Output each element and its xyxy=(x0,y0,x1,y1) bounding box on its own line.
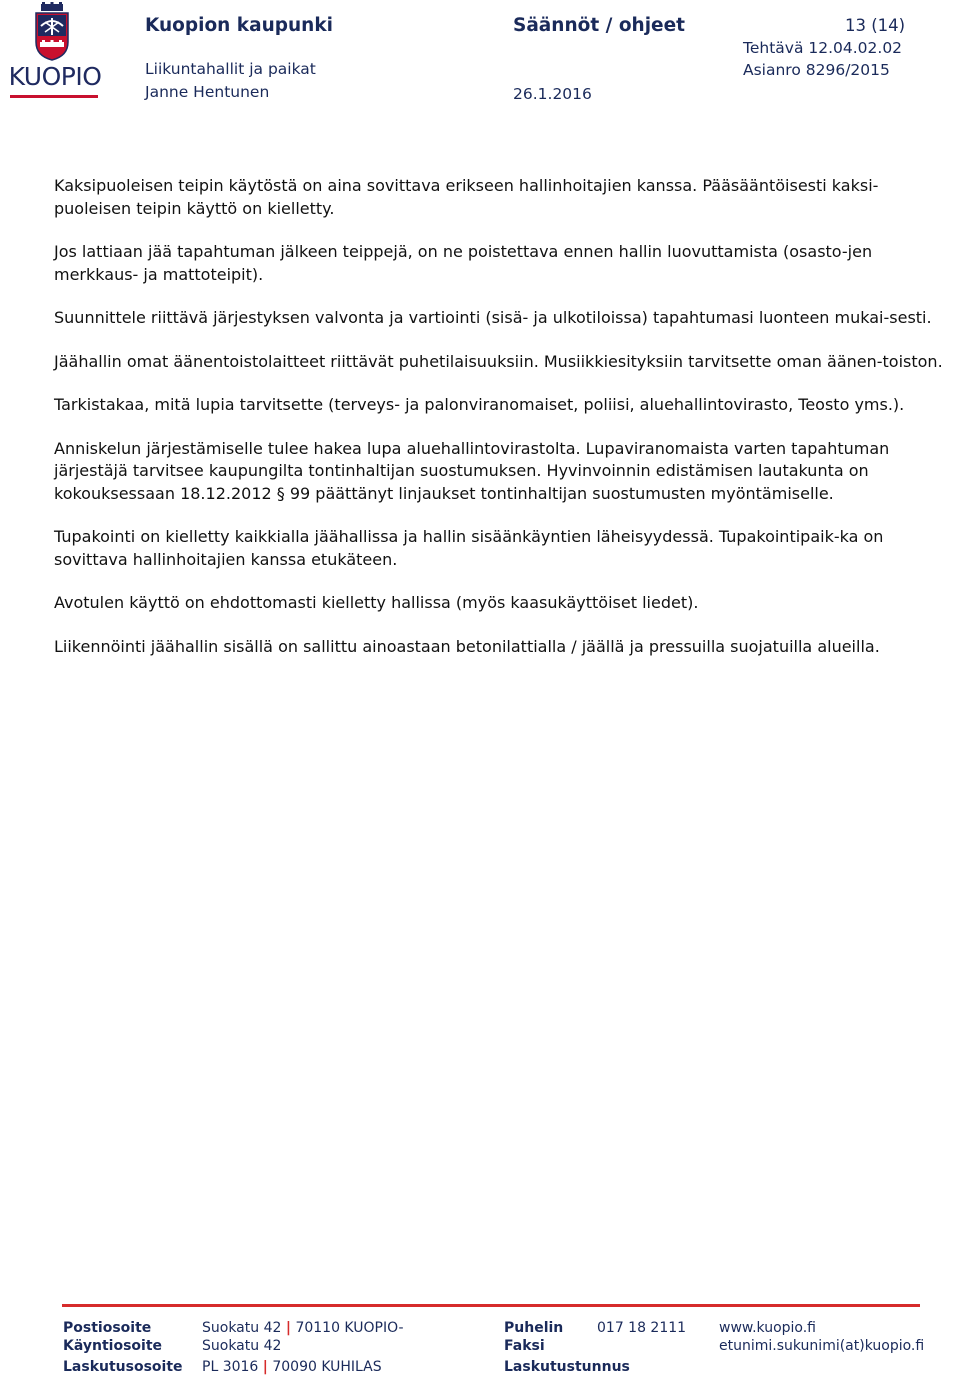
doc-type: Säännöt / ohjeet xyxy=(513,15,685,36)
department: Liikuntahallit ja paikat xyxy=(145,60,316,78)
footer-postal-label: Postiosoite xyxy=(63,1320,152,1336)
footer-billing-address xyxy=(202,1359,382,1375)
kuopio-logo xyxy=(4,2,100,98)
org-name: Kuopion kaupunki xyxy=(145,15,333,36)
footer-phone-value: 017 18 2111 xyxy=(597,1320,687,1336)
footer-visit-value: Suokatu 42 xyxy=(202,1338,282,1354)
paragraph: Liikennöinti jäähallin sisällä on sallittu ainoastaan betonilattialla / jäällä ja pressuilla suojatuilla alueilla. xyxy=(54,636,880,656)
paragraph: Tarkistakaa, mitä lupia tarvitsette (terveys- ja palonviranomaiset, poliisi, aluehallintovirasto, Teosto yms.). xyxy=(54,395,905,414)
footer-website[interactable]: www.kuopio.fi xyxy=(719,1320,816,1336)
paragraph: Anniskelun järjestämiselle tulee hakea lupa aluehallintovirastolta. Lupaviranomaista varten tapahtuman järjestäjä tarvitsee kaupungilta tontinhaltijan suostumuksen. Hyvinvoinnin edistämisen lautakunta on kokouksessaan 18.12.2012 § 99 päättänyt linjaukset tontinhaltijan suostumusten myöntämiselle. xyxy=(54,438,890,503)
footer-billing-label: Laskutusosoite xyxy=(63,1359,183,1375)
paragraph: Avotulen käyttö on ehdottomasti kielletty hallissa (myös kaasukäyttöiset liedet). xyxy=(54,593,699,612)
footer-divider xyxy=(62,1304,920,1307)
coat-of-arms-icon xyxy=(4,2,100,62)
page-number: 13 (14) xyxy=(845,16,906,35)
footer-email[interactable]: etunimi.sukunimi(at)kuopio.fi xyxy=(719,1338,925,1354)
footer-postal-address xyxy=(202,1320,404,1336)
footer-visit-label: Käyntiosoite xyxy=(63,1338,163,1354)
footer-separator: | xyxy=(262,1359,268,1375)
footer-fax-label: Faksi xyxy=(504,1338,545,1354)
footer-separator: | xyxy=(285,1320,291,1336)
paragraph: Kaksipuoleisen teipin käytöstä on aina sovittava erikseen hallinhoitajien kanssa. Pääsääntöisesti kaksi-puoleisen teipin käyttö on kielletty. xyxy=(54,176,879,218)
logo-underline xyxy=(10,95,98,98)
paragraph: Tupakointi on kielletty kaikkialla jäähallissa ja hallin sisäänkäyntien läheisyydessä. Tupakointipaik-ka on sovittava hallinhoitajien kanssa etukäteen. xyxy=(54,527,884,569)
footer-postal-city: 70110 KUOPIO- xyxy=(295,1320,404,1336)
paragraph: Jos lattiaan jää tapahtuman jälkeen teippejä, on ne poistettava ennen hallin luovuttamista (osasto-jen merkkaus- ja mattoteipit). xyxy=(54,242,873,284)
document-date: 26.1.2016 xyxy=(513,85,592,103)
logo-wordmark: KUOPIO xyxy=(8,62,102,91)
paragraph: Jäähallin omat äänentoistolaitteet riittävät puhetilaisuuksiin. Musiikkiesityksiin tarvitsette oman äänen-toiston. xyxy=(54,351,943,371)
case-number: Asianro 8296/2015 xyxy=(743,61,890,79)
footer-phone-label: Puhelin xyxy=(504,1320,564,1336)
footer-billing-id-label: Laskutustunnus xyxy=(504,1359,630,1375)
document-body xyxy=(54,175,954,679)
footer-billing-street: PL 3016 xyxy=(202,1359,259,1375)
author: Janne Hentunen xyxy=(145,83,270,101)
footer-postal-street: Suokatu 42 xyxy=(202,1320,282,1336)
paragraph: Suunnittele riittävä järjestyksen valvonta ja vartiointi (sisä- ja ulkotiloissa) tapahtumasi luonteen mukai-sesti. xyxy=(54,308,932,327)
task-number: Tehtävä 12.04.02.02 xyxy=(743,39,903,57)
footer-billing-city: 70090 KUHILAS xyxy=(272,1359,382,1375)
